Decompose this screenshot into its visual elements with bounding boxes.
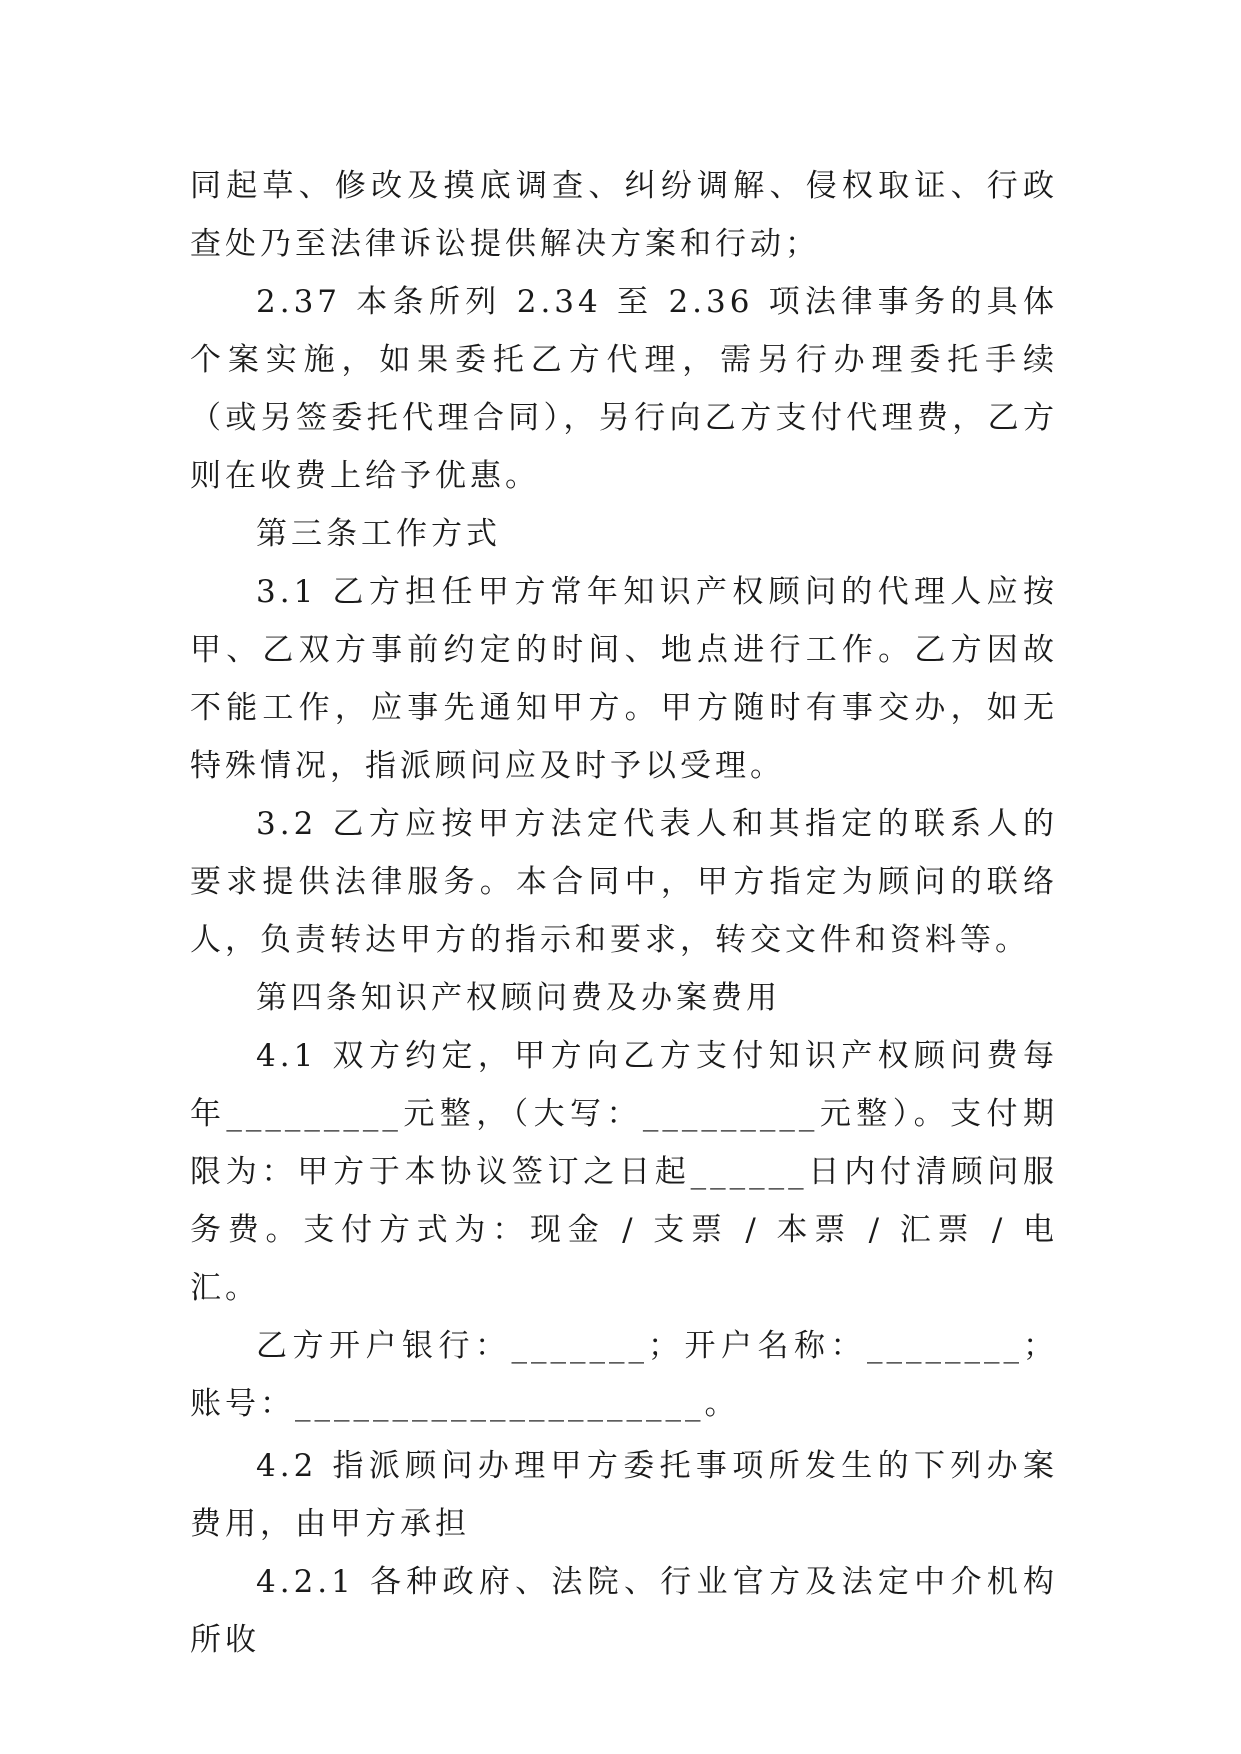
paragraph-4-1: 4.1 双方约定，甲方向乙方支付知识产权顾问费每年_________元整，（大写：_________元整）。支付期限为：甲方于本协议签订之日起______日内付清顾问服务费。支付方式为：现金 / 支票 / 本票 / 汇票 / 电汇。 [190, 1038, 1058, 1306]
paragraph-4-2-1: 4.2.1 各种政府、法院、行业官方及法定中介机构所收 [190, 1564, 1058, 1658]
section-heading-3: 第三条工作方式 [256, 516, 501, 552]
paragraph-continuation: 同起草、修改及摸底调查、纠纷调解、侵权取证、行政查处乃至法律诉讼提供解决方案和行动； [190, 168, 1058, 262]
paragraph-bank-info: 乙方开户银行：_______；开户名称：________；账号：_____________________。 [190, 1328, 1058, 1422]
paragraph-3-2: 3.2 乙方应按甲方法定代表人和其指定的联系人的要求提供法律服务。本合同中，甲方指定为顾问的联络人，负责转达甲方的指示和要求，转交文件和资料等。 [190, 806, 1058, 958]
paragraph-3-1: 3.1 乙方担任甲方常年知识产权顾问的代理人应按甲、乙双方事前约定的时间、地点进行工作。乙方因故不能工作，应事先通知甲方。甲方随时有事交办，如无特殊情况，指派顾问应及时予以受理。 [190, 574, 1058, 784]
paragraph-2-37: 2.37 本条所列 2.34 至 2.36 项法律事务的具体个案实施，如果委托乙方代理，需另行办理委托手续（或另签委托代理合同），另行向乙方支付代理费，乙方则在收费上给予优惠。 [190, 284, 1058, 494]
section-heading-4: 第四条知识产权顾问费及办案费用 [256, 980, 781, 1016]
document-body [190, 157, 1058, 1669]
paragraph-4-2: 4.2 指派顾问办理甲方委托事项所发生的下列办案费用，由甲方承担 [190, 1448, 1058, 1542]
